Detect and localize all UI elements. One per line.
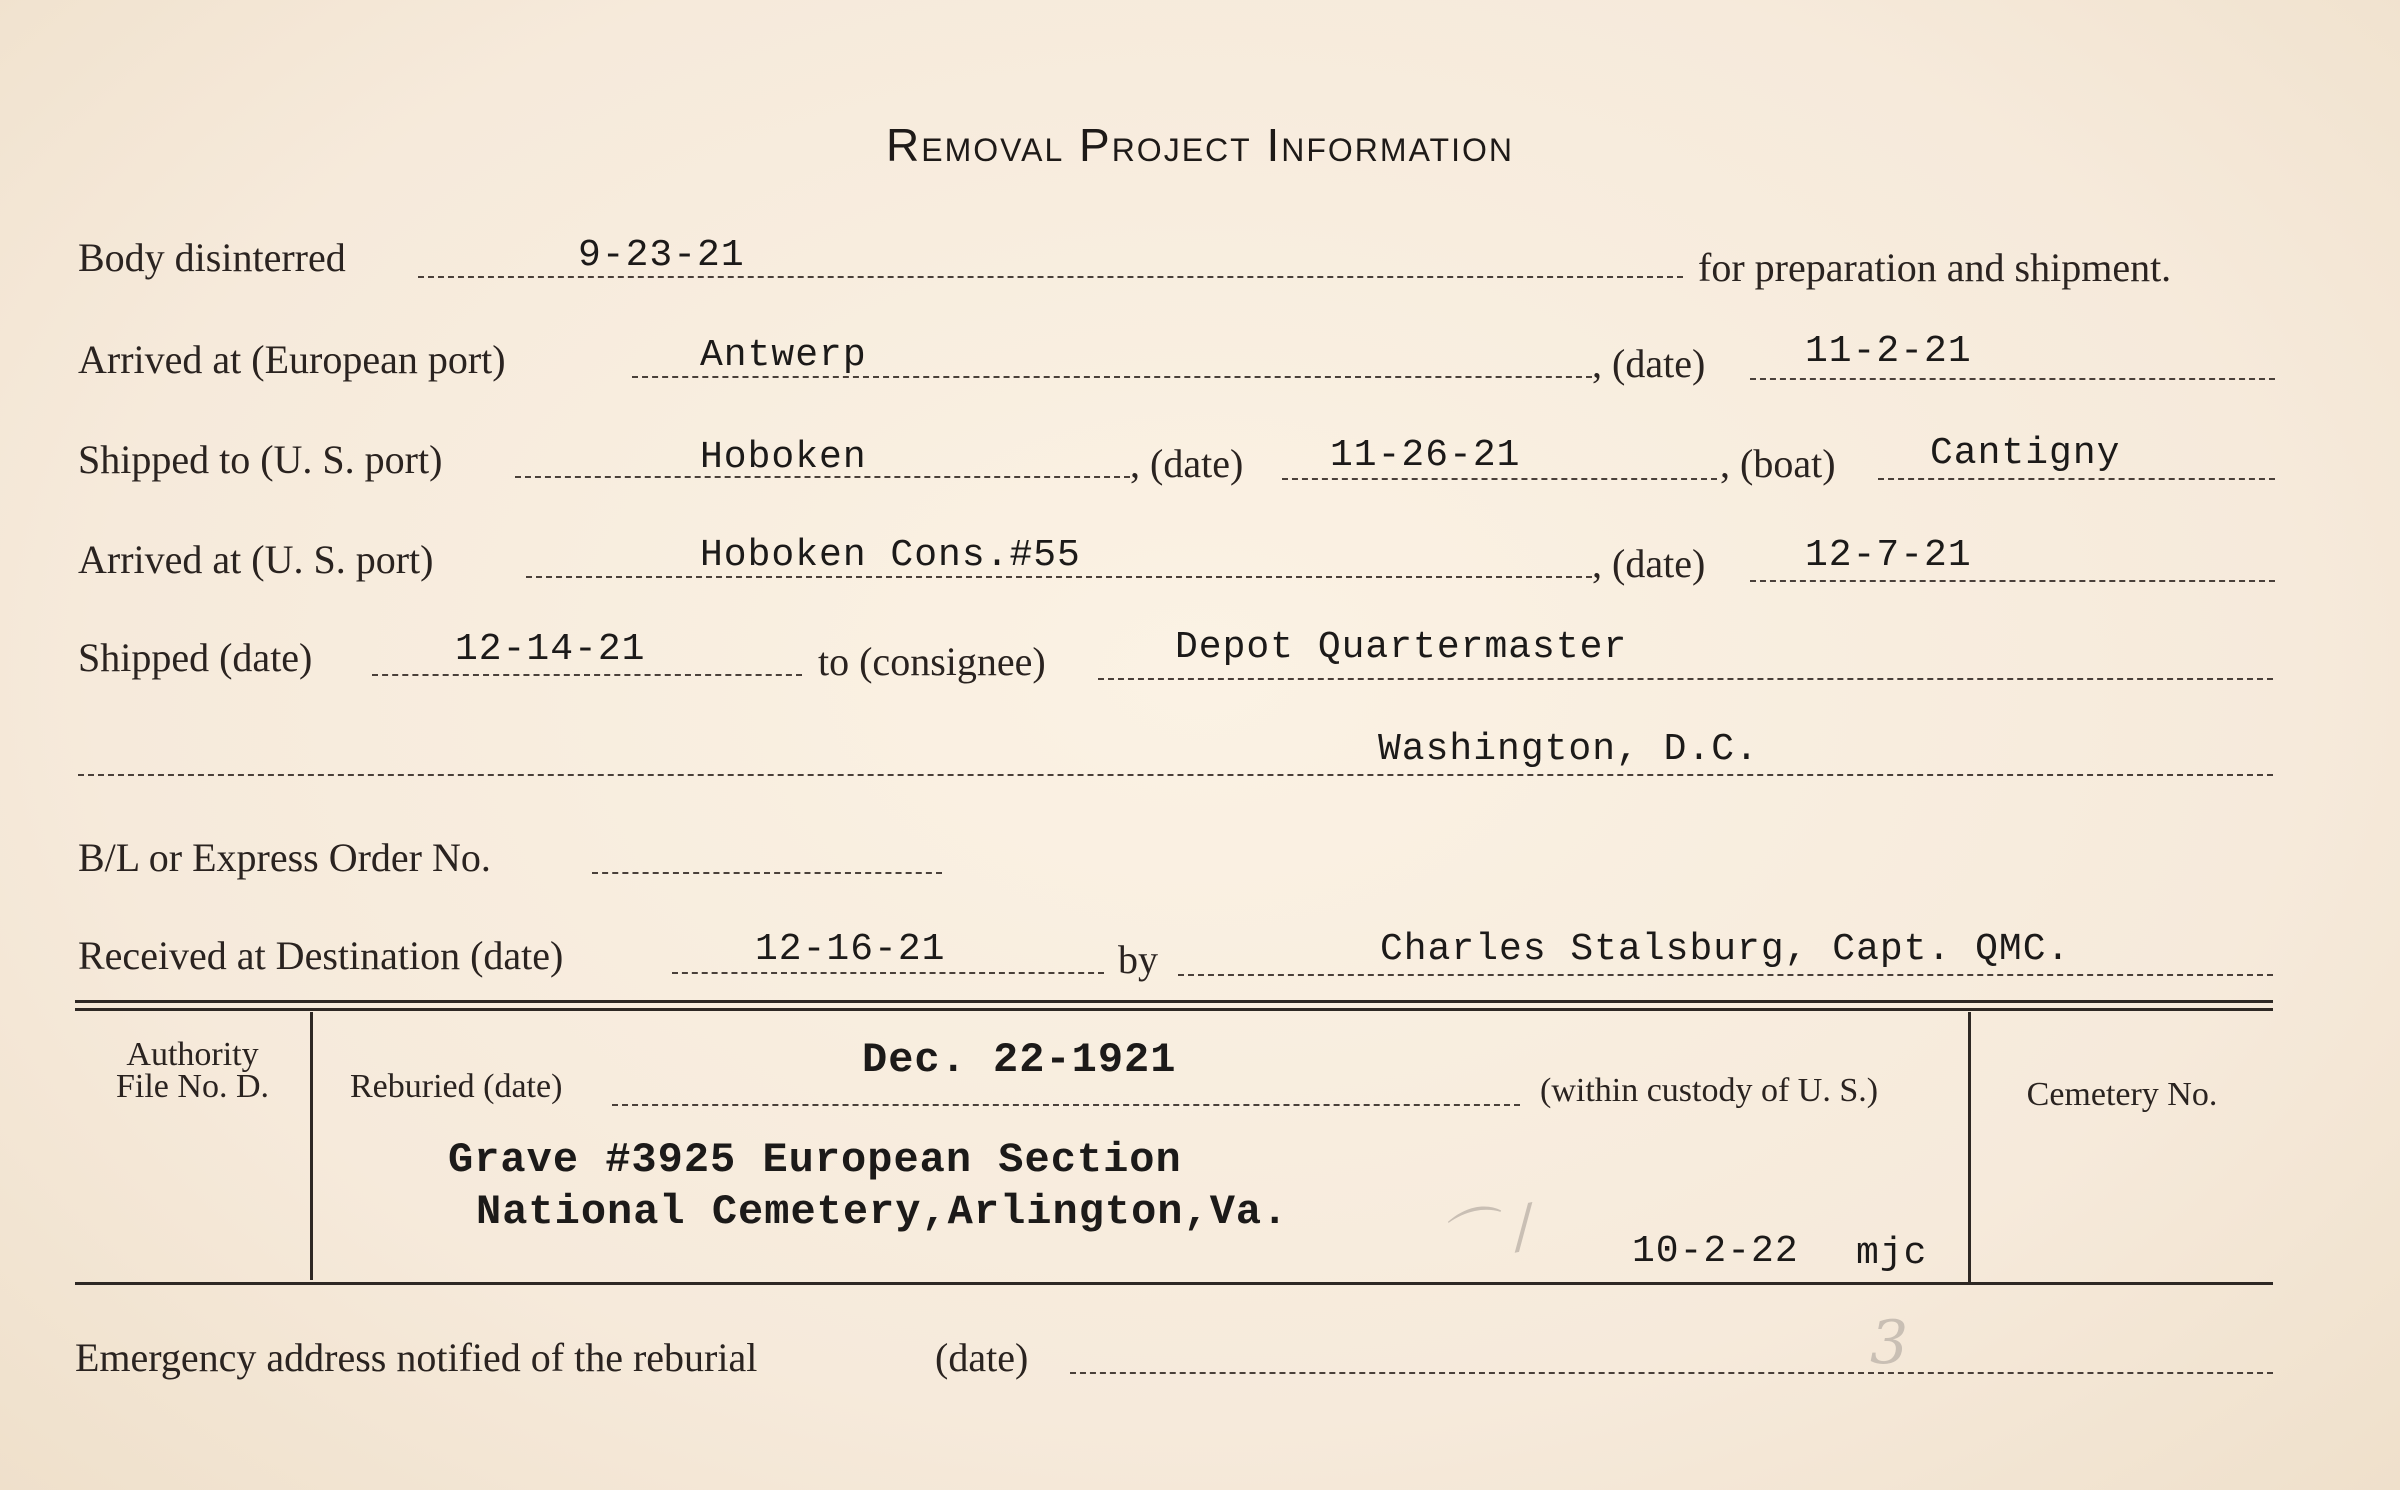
boat-value: Cantigny <box>1930 432 2121 475</box>
box-top-rule-1 <box>75 1000 2273 1003</box>
received-by-line <box>1178 974 2273 976</box>
us-arrival-date-label: , (date) <box>1592 541 1706 586</box>
bl-line <box>592 872 942 874</box>
emergency-line <box>1070 1372 2273 1374</box>
received-by-value: Charles Stalsburg, Capt. QMC. <box>1380 928 2071 971</box>
shipped-us-date-label: , (date) <box>1130 441 1244 486</box>
bl-label: B/L or Express Order No. <box>78 835 491 880</box>
reburied-label: Reburied (date) <box>350 1068 563 1105</box>
us-arrival-date-line <box>1750 580 2275 582</box>
box-top-rule-2 <box>75 1008 2273 1011</box>
disinterred-date: 9-23-21 <box>578 234 745 277</box>
box-bottom-rule <box>75 1282 2273 1285</box>
grave-line-1: Grave #3925 European Section <box>448 1136 1182 1184</box>
shipped-us-date-value: 11-26-21 <box>1330 434 1521 477</box>
us-arrival-label: Arrived at (U. S. port) <box>78 537 434 582</box>
received-by-label: by <box>1118 937 1158 982</box>
eu-date-label: , (date) <box>1592 341 1706 386</box>
emergency-date-label: (date) <box>935 1335 1029 1380</box>
authority-label-1: Authority <box>126 1036 259 1073</box>
us-arrival-port-value: Hoboken Cons.#55 <box>700 534 1081 577</box>
consignee-continuation-line <box>78 774 2273 776</box>
reburied-date-value: Dec. 22-1921 <box>862 1036 1177 1084</box>
pencil-mark-2: 3 <box>1870 1308 1909 1378</box>
disinterred-suffix: for preparation and shipment. <box>1698 245 2172 290</box>
consignee-line2: Washington, D.C. <box>1378 728 1759 771</box>
authority-label-2: File No. D. <box>116 1068 269 1105</box>
eu-port-value: Antwerp <box>700 334 867 377</box>
shipped-us-date-line <box>1282 478 1717 480</box>
shipped-us-label: Shipped to (U. S. port) <box>78 437 443 482</box>
consignee-line <box>1098 678 2273 680</box>
us-port-value: Hoboken <box>700 436 867 479</box>
us-arrival-date-value: 12-7-21 <box>1805 534 1972 577</box>
shipped-date-value: 12-14-21 <box>455 628 646 671</box>
shipped-date-label: Shipped (date) <box>78 635 313 680</box>
stamp-date: 10-2-22 <box>1632 1230 1799 1273</box>
emergency-label: Emergency address notified of the reburial <box>75 1335 758 1380</box>
received-date-value: 12-16-21 <box>755 928 946 971</box>
eu-arrival-label: Arrived at (European port) <box>78 337 506 382</box>
eu-date-value: 11-2-21 <box>1805 330 1972 373</box>
cemetery-no-label: Cemetery No. <box>2026 1076 2218 1113</box>
boat-line <box>1878 478 2275 480</box>
box-divider-left <box>310 1012 313 1280</box>
consignee-label: to (consignee) <box>818 639 1046 684</box>
disinterred-label: Body disinterred <box>78 235 346 280</box>
received-date-line <box>672 972 1104 974</box>
received-label: Received at Destination (date) <box>78 933 564 978</box>
boat-label: , (boat) <box>1720 441 1836 486</box>
reburied-line <box>612 1104 1520 1106</box>
box-divider-right <box>1968 1012 1971 1284</box>
pencil-mark: ⌒ ∕ <box>1435 1192 1540 1276</box>
form-title: Removal Project Information <box>886 119 1514 171</box>
custody-label: (within custody of U. S.) <box>1540 1072 1879 1109</box>
initials: mjc <box>1856 1232 1928 1275</box>
eu-date-line <box>1750 378 2275 380</box>
shipped-date-line <box>372 674 802 676</box>
grave-line-2: National Cemetery,Arlington,Va. <box>476 1188 1289 1236</box>
consignee-line1: Depot Quartermaster <box>1175 626 1628 669</box>
